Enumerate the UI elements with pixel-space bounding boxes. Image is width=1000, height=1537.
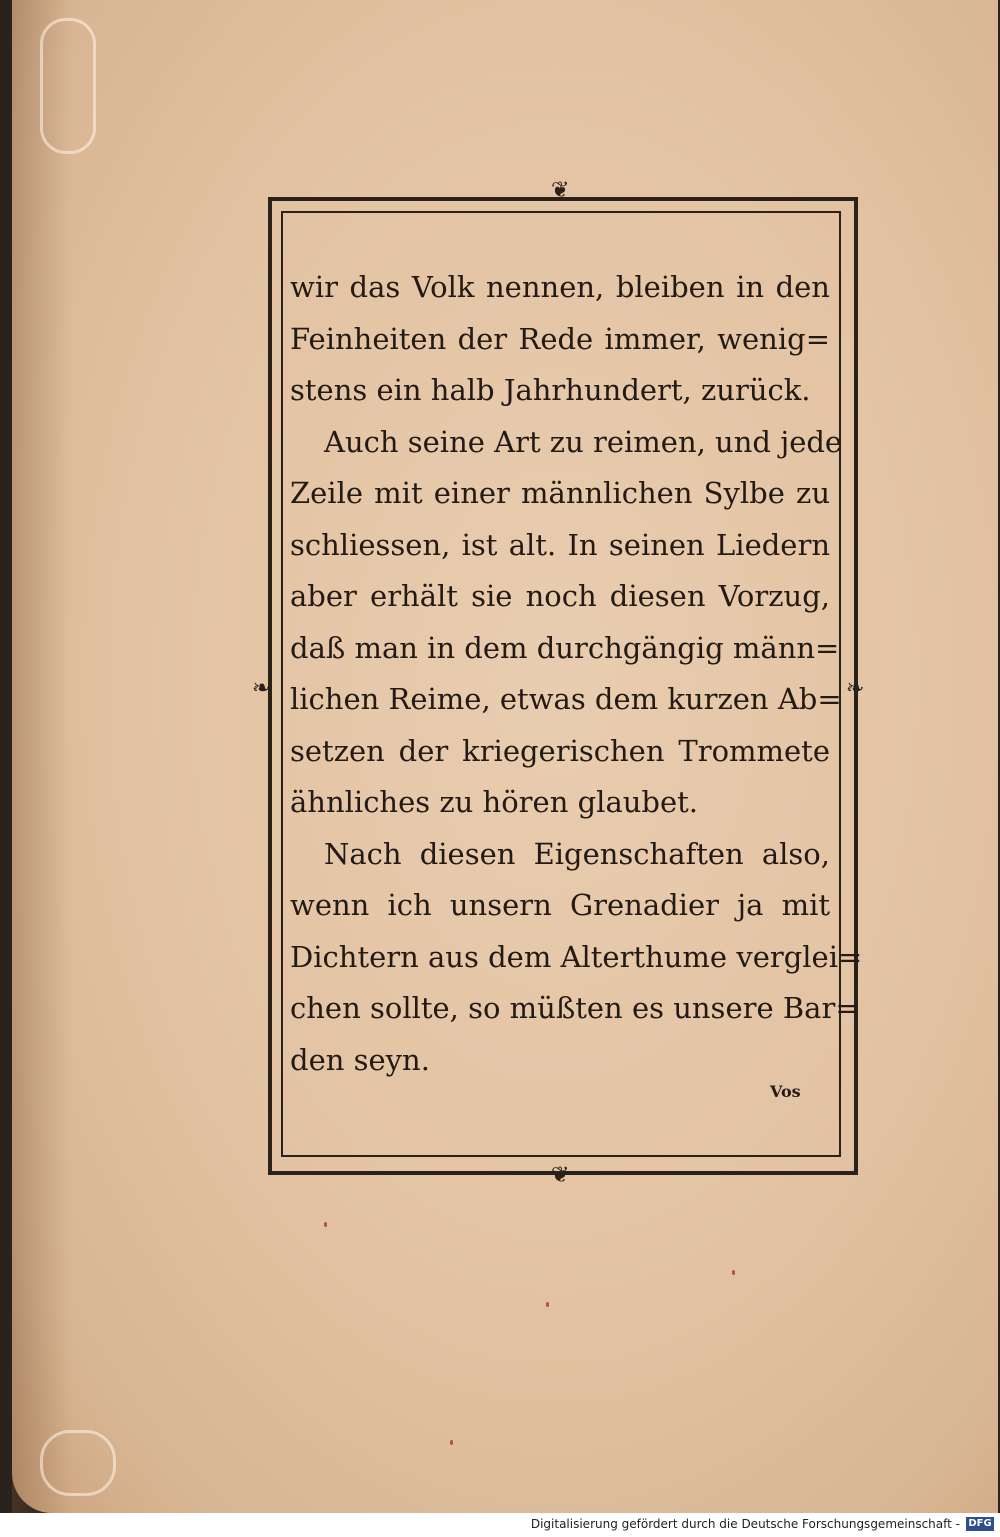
text-line: ähnliches zu hören glaubet. [290, 785, 699, 819]
funding-credit: Digitalisierung gefördert durch die Deutsche Forschungsgemeinschaft - [530, 1517, 960, 1531]
ink-speck [450, 1440, 453, 1445]
text-line: Auch seine Art zu reimen, und jede [324, 424, 843, 459]
text-line: stens ein halb Jahrhundert, zurück. [290, 373, 811, 407]
text-line: setzen der kriegerischen Trommete [290, 733, 830, 768]
text-line: aber erhält sie noch diesen Vorzug, [290, 579, 830, 613]
text-line: Nach diesen Eigenschaften also, [324, 836, 830, 871]
text-line: lichen Reime, etwas dem kurzen Ab= [290, 682, 842, 716]
footer-bar [0, 1513, 1000, 1537]
body-text [290, 262, 863, 1086]
text-line: den seyn. [290, 1042, 430, 1077]
text-line: Feinheiten der Rede immer, wenig= [290, 321, 830, 356]
text-line: Dichtern aus dem Alterthume verglei= [290, 939, 863, 974]
frame-ornament-bottom-icon: ❦ [551, 1163, 570, 1188]
catchword: Vos [770, 1082, 801, 1101]
text-line: schliessen, ist alt. In seinen Liedern [290, 527, 830, 562]
frame-ornament-top-icon: ❦ [551, 178, 570, 203]
ink-speck [546, 1302, 549, 1307]
ink-speck [732, 1270, 735, 1275]
frame-ornament-left-icon: ❧ [252, 676, 271, 701]
frame-ornament-right-icon: ❧ [846, 676, 865, 701]
binding-clip-mark [40, 18, 96, 154]
dfg-logo-icon: DFG [966, 1517, 994, 1531]
text-line: wenn ich unsern Grenadier ja mit [290, 888, 830, 922]
text-line: Zeile mit einer männlichen Sylbe zu [290, 476, 830, 510]
text-line: daß man in dem durchgängig männ= [290, 630, 840, 665]
text-line: chen sollte, so müßten es unsere Bar= [290, 991, 860, 1025]
ink-speck [324, 1222, 327, 1227]
binding-clip-mark-bottom [40, 1430, 116, 1496]
text-line: wir das Volk nennen, bleiben in den [290, 270, 830, 304]
